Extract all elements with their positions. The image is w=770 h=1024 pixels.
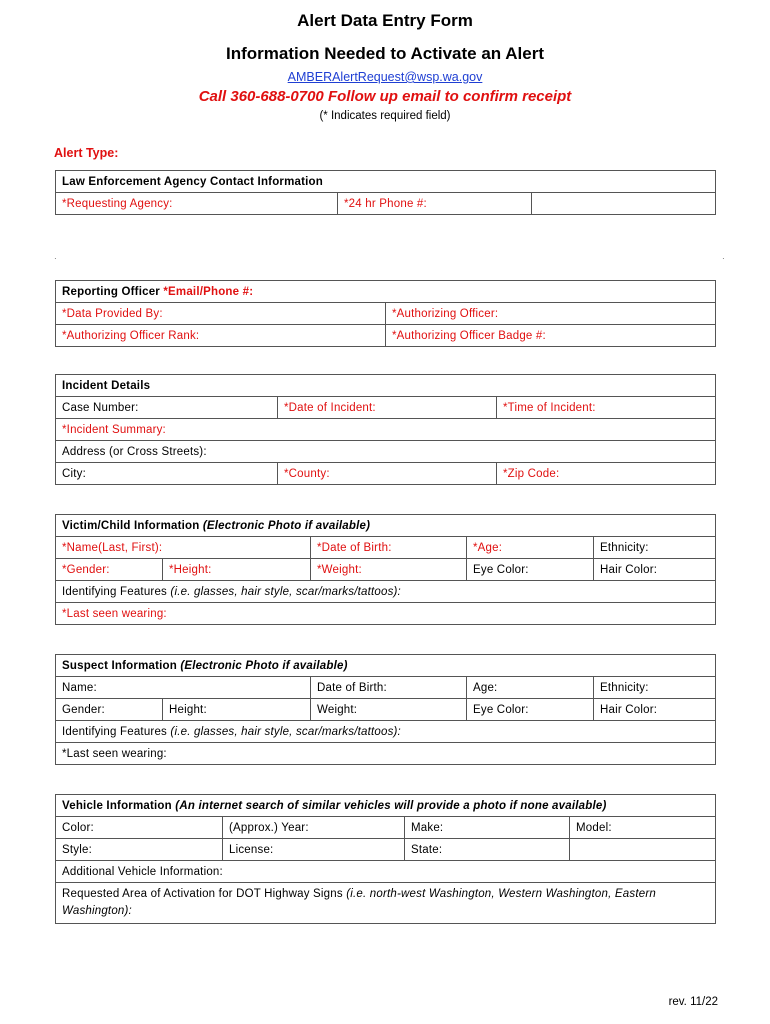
vehicle-table [55,794,716,924]
phone-value-field[interactable] [532,193,716,215]
form-title: Alert Data Entry Form [297,11,473,30]
call-instruction: Call 360-688-0700 Follow up email to confirm receipt [198,88,572,105]
ro-header [56,281,716,303]
suspect-ethnicity-field[interactable]: Ethnicity: [594,677,716,699]
suspect-eye-field[interactable]: Eye Color: [467,699,594,721]
divider-mark: · [722,254,725,263]
victim-hair-field[interactable]: Hair Color: [594,559,716,581]
suspect-last-seen-field[interactable]: *Last seen wearing: [56,743,716,765]
suspect-header [56,655,716,677]
vehicle-color-field[interactable]: Color: [56,817,223,839]
vehicle-additional-field[interactable]: Additional Vehicle Information: [56,861,716,883]
city-field[interactable]: City: [56,463,278,485]
vehicle-style-field[interactable]: Style: [56,839,223,861]
vehicle-header-label: Vehicle Information [62,799,172,812]
vehicle-header [56,795,716,817]
county-field[interactable]: *County: [278,463,497,485]
vehicle-header-note: (An internet search of similar vehicles will provide a photo if none available) [175,799,607,812]
dot-activation-note: (i.e. north-west Washington, Western Washington, Eastern Washington): [62,888,656,917]
victim-weight-field[interactable]: *Weight: [311,559,467,581]
suspect-table [55,654,716,765]
suspect-height-field[interactable]: Height: [163,699,311,721]
suspect-dob-field[interactable]: Date of Birth: [311,677,467,699]
authorizing-rank-field[interactable]: *Authorizing Officer Rank: [56,325,386,347]
victim-ethnicity-field[interactable]: Ethnicity: [594,537,716,559]
victim-last-seen-field[interactable]: *Last seen wearing: [56,603,716,625]
required-note: (* Indicates required field) [319,110,451,122]
suspect-features-label: Identifying Features [62,725,168,738]
address-field[interactable]: Address (or Cross Streets): [56,441,716,463]
victim-height-field[interactable]: *Height: [163,559,311,581]
victim-table [55,514,716,625]
authorizing-badge-field[interactable]: *Authorizing Officer Badge #: [386,325,716,347]
suspect-header-label: Suspect Information [62,659,177,672]
incident-time-field[interactable]: *Time of Incident: [497,397,716,419]
revision-label: rev. 11/22 [668,996,718,1008]
incident-date-field[interactable]: *Date of Incident: [278,397,497,419]
vehicle-make-field[interactable]: Make: [405,817,570,839]
zip-field[interactable]: *Zip Code: [497,463,716,485]
divider-mark: · [54,254,57,263]
phone-field[interactable]: *24 hr Phone #: [338,193,532,215]
incident-summary-field[interactable]: *Incident Summary: [56,419,716,441]
authorizing-officer-field[interactable]: *Authorizing Officer: [386,303,716,325]
dot-activation-field[interactable] [56,883,716,924]
requesting-agency-field[interactable]: *Requesting Agency: [56,193,338,215]
victim-dob-field[interactable]: *Date of Birth: [311,537,467,559]
ro-header-label: Reporting Officer [62,285,164,298]
vehicle-model-field[interactable]: Model: [570,817,716,839]
le-header: Law Enforcement Agency Contact Information [56,171,716,193]
case-number-field[interactable]: Case Number: [56,397,278,419]
data-provided-by-field[interactable]: *Data Provided By: [56,303,386,325]
victim-features-label: Identifying Features [62,585,168,598]
suspect-age-field[interactable]: Age: [467,677,594,699]
vehicle-license-field[interactable]: License: [223,839,405,861]
victim-header-label: Victim/Child Information [62,519,200,532]
suspect-features-field[interactable] [56,721,716,743]
form-subtitle: Information Needed to Activate an Alert [225,44,544,63]
victim-header [56,515,716,537]
victim-features-field[interactable] [56,581,716,603]
victim-gender-field[interactable]: *Gender: [56,559,163,581]
victim-eye-field[interactable]: Eye Color: [467,559,594,581]
ro-header-required: *Email/Phone #: [163,285,254,298]
incident-header: Incident Details [56,375,716,397]
reporting-officer-table [55,280,716,347]
suspect-weight-field[interactable]: Weight: [311,699,467,721]
vehicle-blank-field[interactable] [570,839,716,861]
victim-header-note: (Electronic Photo if available) [202,519,371,532]
alert-type-label: Alert Type: [54,146,119,160]
suspect-header-note: (Electronic Photo if available) [180,659,348,672]
suspect-name-field[interactable]: Name: [56,677,311,699]
victim-age-field[interactable]: *Age: [467,537,594,559]
victim-name-field[interactable]: *Name(Last, First): [56,537,311,559]
vehicle-year-field[interactable]: (Approx.) Year: [223,817,405,839]
suspect-hair-field[interactable]: Hair Color: [594,699,716,721]
victim-features-note: (i.e. glasses, hair style, scar/marks/tattoos): [170,585,401,598]
suspect-gender-field[interactable]: Gender: [56,699,163,721]
vehicle-state-field[interactable]: State: [405,839,570,861]
email-link[interactable]: AMBERAlertRequest@wsp.wa.gov [287,70,483,84]
incident-table [55,374,716,485]
dot-activation-label: Requested Area of Activation for DOT Highway Signs [62,888,343,900]
law-enforcement-table [55,170,716,215]
suspect-features-note: (i.e. glasses, hair style, scar/marks/tattoos): [170,725,401,738]
